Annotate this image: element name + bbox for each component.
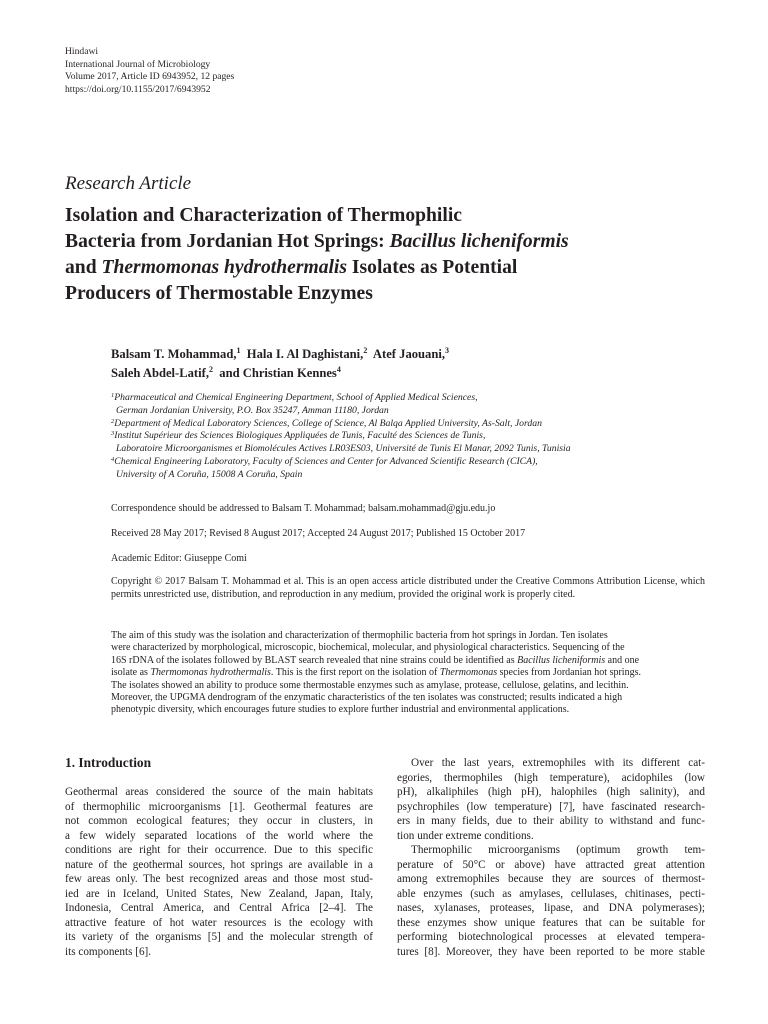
- text-line: tion under extreme conditions.: [397, 829, 534, 842]
- text-line: conditions are right for their occurrence. Due to this specific: [65, 844, 373, 856]
- genus-name: Thermomonas: [439, 667, 498, 679]
- text-line: Over the last years, extremophiles with its different cat-: [411, 757, 705, 769]
- text-line: these enzymes show unique features that can be suitable for: [397, 916, 705, 929]
- author-list: [111, 345, 671, 383]
- title-line-3a: and: [65, 257, 102, 278]
- text-line: of thermophilic microorganisms [1]. Geothermal features are: [65, 800, 373, 813]
- title-line-2: Bacteria from Jordanian Hot Springs:: [65, 231, 390, 252]
- text-line: psychrophiles (low temperature) [7], have fascinated research-: [397, 800, 705, 813]
- author[interactable]: Atef Jaouani,$^3$: [372, 346, 449, 361]
- correspondence: Correspondence should be addressed to Balsam T. Mohammad; balsam.mohammad@gju.edu.jo: [111, 503, 496, 514]
- affiliation: $^4$Chemical Engineering Laboratory, Faculty of Sciences and Center for Advanced Scientific Research (CICA),: [111, 455, 538, 467]
- article-dates: Received 28 May 2017; Revised 8 August 2017; Accepted 24 August 2017; Published 15 October 2017: [111, 528, 526, 539]
- text-line: its components [6].: [65, 945, 152, 958]
- article-title: [65, 203, 705, 307]
- affiliation: $^1$Pharmaceutical and Chemical Engineering Department, School of Applied Medical Sciences,: [111, 392, 478, 403]
- title-line-1: Isolation and Characterization of Thermophilic: [65, 205, 462, 226]
- intro-left-column: [65, 785, 373, 959]
- journal-name: International Journal of Microbiology: [65, 58, 211, 70]
- text-line: not common ecological features; they occur in clusters, in: [65, 815, 373, 827]
- author[interactable]: Saleh Abdel-Latif,$^2$: [111, 365, 213, 380]
- species-name: Bacillus licheniformis: [517, 654, 606, 666]
- text-line: egories, thermophiles (high temperature), acidophiles (low: [397, 771, 705, 784]
- text-line: perature of 50°C or above) have attracted great attention: [397, 858, 705, 871]
- affiliation-list: [111, 392, 711, 482]
- doi-link[interactable]: https://doi.org/10.1155/2017/6943952: [65, 83, 211, 95]
- copyright-notice: Copyright © 2017 Balsam T. Mohammad et al. This is an open access article distributed under the Creative Commons Attribution License, which permits unrestricted use, distribution, and reproduction in any medium, provided the original work is properly cited.: [111, 576, 705, 600]
- text-line: nature of the geothermal sources, hot springs are available in a: [65, 858, 373, 871]
- title-species-1: Bacillus licheniformis: [389, 231, 569, 252]
- abstract: The aim of this study was the isolation and characterization of thermophilic bacteria from hot springs in Jordan. Ten isolates were characterized by morphological, microscopic, biochemical, molecular, and physiological characteristics. Sequencing of the 16S rDNA of the isolates followed by BLAST search revealed that nine strains could be identified as Bacillus licheniformis and one isolate as Thermomonas hydrothermalis. This is the first report on the isolation of Thermomonas species from Jordanian hot springs. The isolates showed an ability to produce some thermostable enzymes such as amylase, protease, cellulose, gelatins, and lecithin. Moreover, the UPGMA dendrogram of the enzymatic characteristics of the ten isolates was constructed; results indicated a high phenotypic diversity, which encourages future studies to explore further industrial and environmental applications.: [111, 630, 641, 716]
- journal-header: [65, 46, 234, 96]
- text-line: able enzymes (such as amylases, cellulases, chitinases, pecti-: [397, 887, 705, 900]
- text-line: attractive feature of hot water resources is the ecology with: [65, 916, 373, 929]
- text-line: Thermophilic microorganisms (optimum growth tem-: [411, 844, 705, 856]
- affiliation: $^3$Institut Supérieur des Sciences Biologiques Appliquées de Tunis, Faculté des Sciences de Tunis,: [111, 430, 486, 442]
- volume-info: Volume 2017, Article ID 6943952, 12 pages: [65, 71, 235, 83]
- title-line-3b: Isolates as Potential: [347, 257, 518, 278]
- text-line: few areas only. The best recognized areas and those most stud-: [65, 873, 373, 885]
- text-line: Geothermal areas considered the source of the main habitats: [65, 786, 373, 798]
- publisher-name: Hindawi: [65, 46, 99, 57]
- intro-right-column: [397, 756, 705, 959]
- text-line: nases, xylanases, proteases, lipase, and DNA polymerases);: [397, 902, 705, 914]
- text-line: its variety of the organisms [5] and the molecular strength of: [65, 931, 373, 943]
- text-line: performing biotechnological processes at elevated tempera-: [397, 931, 705, 943]
- author[interactable]: Balsam T. Mohammad,$^1$: [111, 346, 241, 361]
- species-name: Thermomonas hydrothermalis: [150, 667, 271, 679]
- author[interactable]: Hala I. Al Daghistani,$^2$: [246, 346, 368, 361]
- text-line: pH), alkaliphiles (high pH), halophiles (high salinity), and: [397, 786, 705, 798]
- academic-editor: Academic Editor: Giuseppe Comi: [111, 553, 247, 564]
- article-type: Research Article: [65, 173, 192, 194]
- title-line-4: Producers of Thermostable Enzymes: [65, 283, 373, 304]
- author[interactable]: and Christian Kennes$^4$: [219, 365, 341, 380]
- text-line: among extremophiles because they are sources of thermost-: [397, 873, 705, 885]
- text-line: ers in many fields, due to their ability to withstand and func-: [397, 815, 705, 827]
- section-heading: 1. Introduction: [65, 755, 152, 770]
- text-line: Indonesia, Central America, and Central Africa [2–4]. The: [65, 902, 373, 914]
- affiliation-cont: German Jordanian University, P.O. Box 35247, Amman 11180, Jordan: [116, 404, 389, 416]
- text-line: ied are in Iceland, United States, New Zealand, Japan, Italy,: [65, 887, 373, 900]
- affiliation-cont: University of A Coruña, 15008 A Coruña, Spain: [116, 468, 303, 480]
- affiliation-cont: Laboratoire Microorganismes et Biomolécules Actives LR03ES03, Université de Tunis El Manar, 2092 Tunis, Tunisia: [116, 443, 571, 455]
- text-line: tures [8]. Moreover, they have been reported to be more stable: [397, 945, 705, 958]
- text-line: a few widely separated locations of the world where the: [65, 829, 373, 842]
- title-species-2: Thermomonas hydrothermalis: [101, 257, 348, 278]
- affiliation: $^2$Department of Medical Laboratory Sciences, College of Science, Al Balqa Applied University, As-Salt, Jordan: [111, 417, 542, 429]
